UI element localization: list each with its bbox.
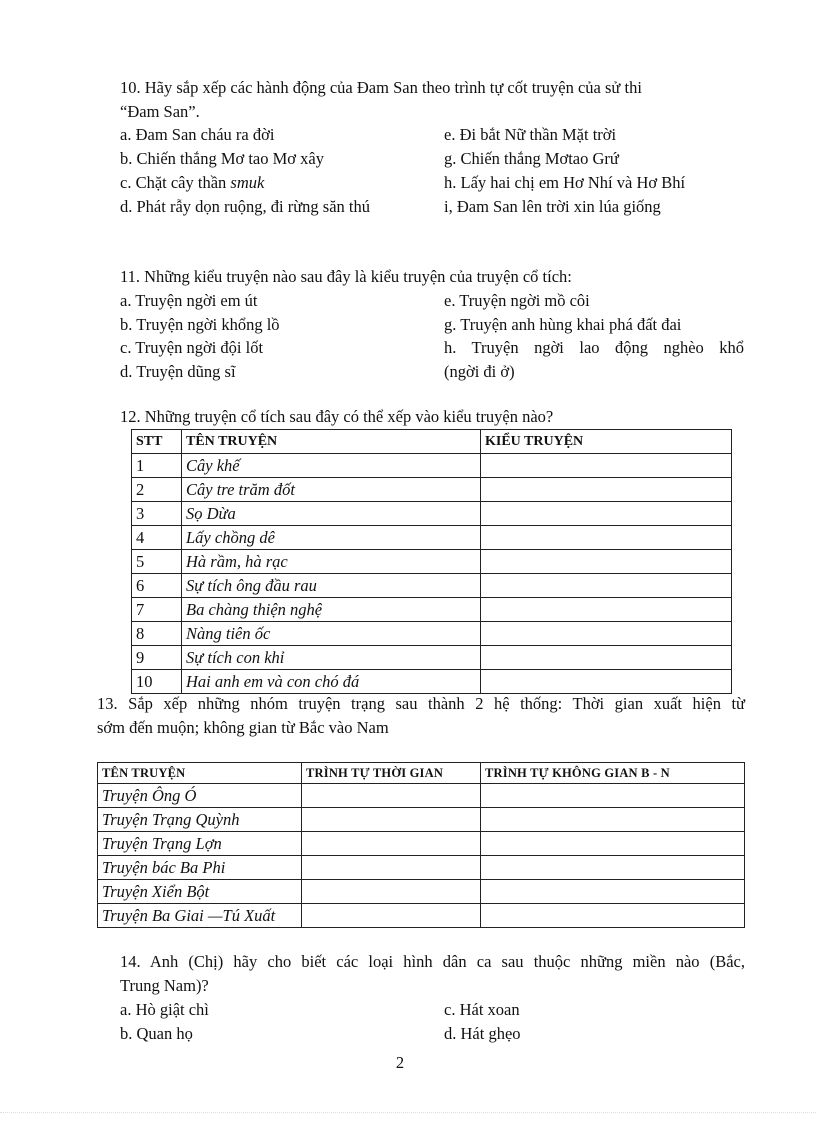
- q12-header-type: KIỂU TRUYỆN: [481, 430, 732, 454]
- q12-stt: 4: [132, 526, 182, 550]
- table-row: [98, 856, 745, 880]
- q12-stt: 6: [132, 574, 182, 598]
- q12-type-cell[interactable]: [481, 646, 732, 670]
- q10-option-c: [120, 171, 264, 195]
- q11-option-a: a. Truyện ngời em út: [120, 291, 258, 310]
- q12-story-name: Sọ Dừa: [182, 502, 481, 526]
- q12-story-name: Sự tích con khỉ: [182, 646, 481, 670]
- q10-option-g: g. Chiến thắng Mơtao Grứ: [444, 149, 619, 168]
- q13-time-cell[interactable]: [302, 832, 481, 856]
- question-12-title: 12. Những truyện cổ tích sau đây có thể xếp vào kiểu truyện nào?: [120, 407, 554, 426]
- q11-option-g: g. Truyện anh hùng khai phá đất đai: [444, 315, 682, 334]
- q10-option-d: d. Phát rẫy dọn ruộng, đi rừng săn thú: [120, 197, 370, 216]
- q13-space-cell[interactable]: [481, 832, 745, 856]
- q13-space-cell[interactable]: [481, 904, 745, 928]
- q13-time-cell[interactable]: [302, 784, 481, 808]
- table-row: [132, 502, 732, 526]
- q12-story-name: Hà rầm, hà rạc: [182, 550, 481, 574]
- q13-space-cell[interactable]: [481, 856, 745, 880]
- q12-story-name: Hai anh em và con chó đá: [182, 670, 481, 694]
- question-11-title: 11. Những kiểu truyện nào sau đây là kiểu truyện của truyện cổ tích:: [120, 267, 572, 286]
- q11-option-c: c. Truyện ngời đội lốt: [120, 338, 264, 357]
- q13-story-name: Truyện Ba Giai —Tú Xuất: [98, 904, 302, 928]
- q13-table: [97, 762, 745, 928]
- q10-option-i: i, Đam San lên trời xin lúa giống: [444, 197, 661, 216]
- q14-option-a: a. Hò giật chì: [120, 1000, 209, 1019]
- q13-time-cell[interactable]: [302, 904, 481, 928]
- q11-option-h-continued: (ngời đi ở): [444, 362, 515, 381]
- table-row: [98, 784, 745, 808]
- q10-option-e: e. Đi bắt Nữ thần Mặt trời: [444, 125, 617, 144]
- table-row: [98, 880, 745, 904]
- q11-option-d: d. Truyện dũng sĩ: [120, 362, 236, 381]
- q11-option-b: b. Truyện ngời khổng lồ: [120, 315, 280, 334]
- q13-time-cell[interactable]: [302, 856, 481, 880]
- question-13-line-1: 13. Sắp xếp những nhóm truyện trạng sau thành 2 hệ thống: Thời gian xuất hiện từ: [97, 694, 745, 713]
- q13-header-time: TRÌNH TỰ THỜI GIAN: [302, 763, 481, 784]
- q12-story-name: Sự tích ông đầu rau: [182, 574, 481, 598]
- q10-option-c-prefix: c. Chặt cây thần: [120, 173, 231, 192]
- q12-stt: 3: [132, 502, 182, 526]
- table-row: [132, 550, 732, 574]
- q13-space-cell[interactable]: [481, 808, 745, 832]
- q13-story-name: Truyện Trạng Quỳnh: [98, 808, 302, 832]
- table-row: [132, 670, 732, 694]
- q12-type-cell[interactable]: [481, 598, 732, 622]
- q13-header-space: TRÌNH TỰ KHÔNG GIAN B - N: [481, 763, 745, 784]
- q10-option-a: a. Đam San cháu ra đời: [120, 125, 275, 144]
- table-row: [132, 598, 732, 622]
- q13-space-cell[interactable]: [481, 784, 745, 808]
- q13-header-name: TÊN TRUYỆN: [98, 763, 302, 784]
- q12-header-stt: STT: [132, 430, 182, 454]
- question-10: [120, 76, 745, 124]
- q12-stt: 7: [132, 598, 182, 622]
- q12-type-cell[interactable]: [481, 670, 732, 694]
- table-row: [132, 646, 732, 670]
- q13-time-cell[interactable]: [302, 880, 481, 904]
- table-row: [98, 832, 745, 856]
- page-number: 2: [395, 1053, 405, 1072]
- q12-table: [131, 429, 732, 694]
- table-row: [132, 478, 732, 502]
- table-row: [132, 622, 732, 646]
- q13-time-cell[interactable]: [302, 808, 481, 832]
- q12-stt: 1: [132, 454, 182, 478]
- q10-option-c-italic: smuk: [230, 173, 265, 192]
- table-row: [132, 574, 732, 598]
- q12-stt: 9: [132, 646, 182, 670]
- q11-option-e: e. Truyện ngời mồ côi: [444, 291, 590, 310]
- q12-stt: 8: [132, 622, 182, 646]
- table-row: [98, 904, 745, 928]
- q14-option-c: c. Hát xoan: [444, 1000, 520, 1019]
- q12-story-name: Cây tre trăm đốt: [182, 478, 481, 502]
- table-row: [98, 808, 745, 832]
- q12-type-cell[interactable]: [481, 526, 732, 550]
- q12-stt: 5: [132, 550, 182, 574]
- q12-type-cell[interactable]: [481, 454, 732, 478]
- q12-story-name: Ba chàng thiện nghệ: [182, 598, 481, 622]
- q12-table-header-row: [132, 430, 732, 454]
- q12-header-name: TÊN TRUYỆN: [182, 430, 481, 454]
- question-14-line-2: Trung Nam)?: [120, 976, 209, 995]
- question-13: [97, 692, 745, 740]
- q12-story-name: Cây khế: [182, 454, 481, 478]
- q12-type-cell[interactable]: [481, 622, 732, 646]
- q13-space-cell[interactable]: [481, 880, 745, 904]
- q12-type-cell[interactable]: [481, 550, 732, 574]
- q12-type-cell[interactable]: [481, 502, 732, 526]
- q14-option-b: b. Quan họ: [120, 1024, 193, 1043]
- question-10-line-2: “Đam San”.: [120, 102, 200, 121]
- q13-story-name: Truyện Xiển Bột: [98, 880, 302, 904]
- q14-option-d: d. Hát ghẹo: [444, 1024, 521, 1043]
- q13-story-name: Truyện bác Ba Phi: [98, 856, 302, 880]
- q13-story-name: Truyện Ông Ó: [98, 784, 302, 808]
- q11-option-h: h. Truyện ngời lao động nghèo khổ: [444, 338, 744, 357]
- q10-option-b: b. Chiến thắng Mơ tao Mơ xây: [120, 149, 324, 168]
- q12-type-cell[interactable]: [481, 478, 732, 502]
- q12-story-name: Lấy chồng dê: [182, 526, 481, 550]
- question-14-line-1: 14. Anh (Chị) hãy cho biết các loại hình dân ca sau thuộc những miền nào (Bắc,: [120, 952, 745, 971]
- q12-stt: 10: [132, 670, 182, 694]
- q12-stt: 2: [132, 478, 182, 502]
- question-10-line-1: 10. Hãy sắp xếp các hành động của Đam San theo trình tự cốt truyện của sử thi: [120, 78, 642, 97]
- q10-option-h: h. Lấy hai chị em Hơ Nhí và Hơ Bhí: [444, 173, 686, 192]
- question-13-line-2: sớm đến muộn; không gian từ Bắc vào Nam: [97, 718, 389, 737]
- q12-story-name: Nàng tiên ốc: [182, 622, 481, 646]
- table-row: [132, 454, 732, 478]
- page-bottom-divider: [0, 1112, 816, 1113]
- question-14: [120, 950, 745, 998]
- q13-table-header-row: [98, 763, 745, 784]
- q13-story-name: Truyện Trạng Lợn: [98, 832, 302, 856]
- table-row: [132, 526, 732, 550]
- q12-type-cell[interactable]: [481, 574, 732, 598]
